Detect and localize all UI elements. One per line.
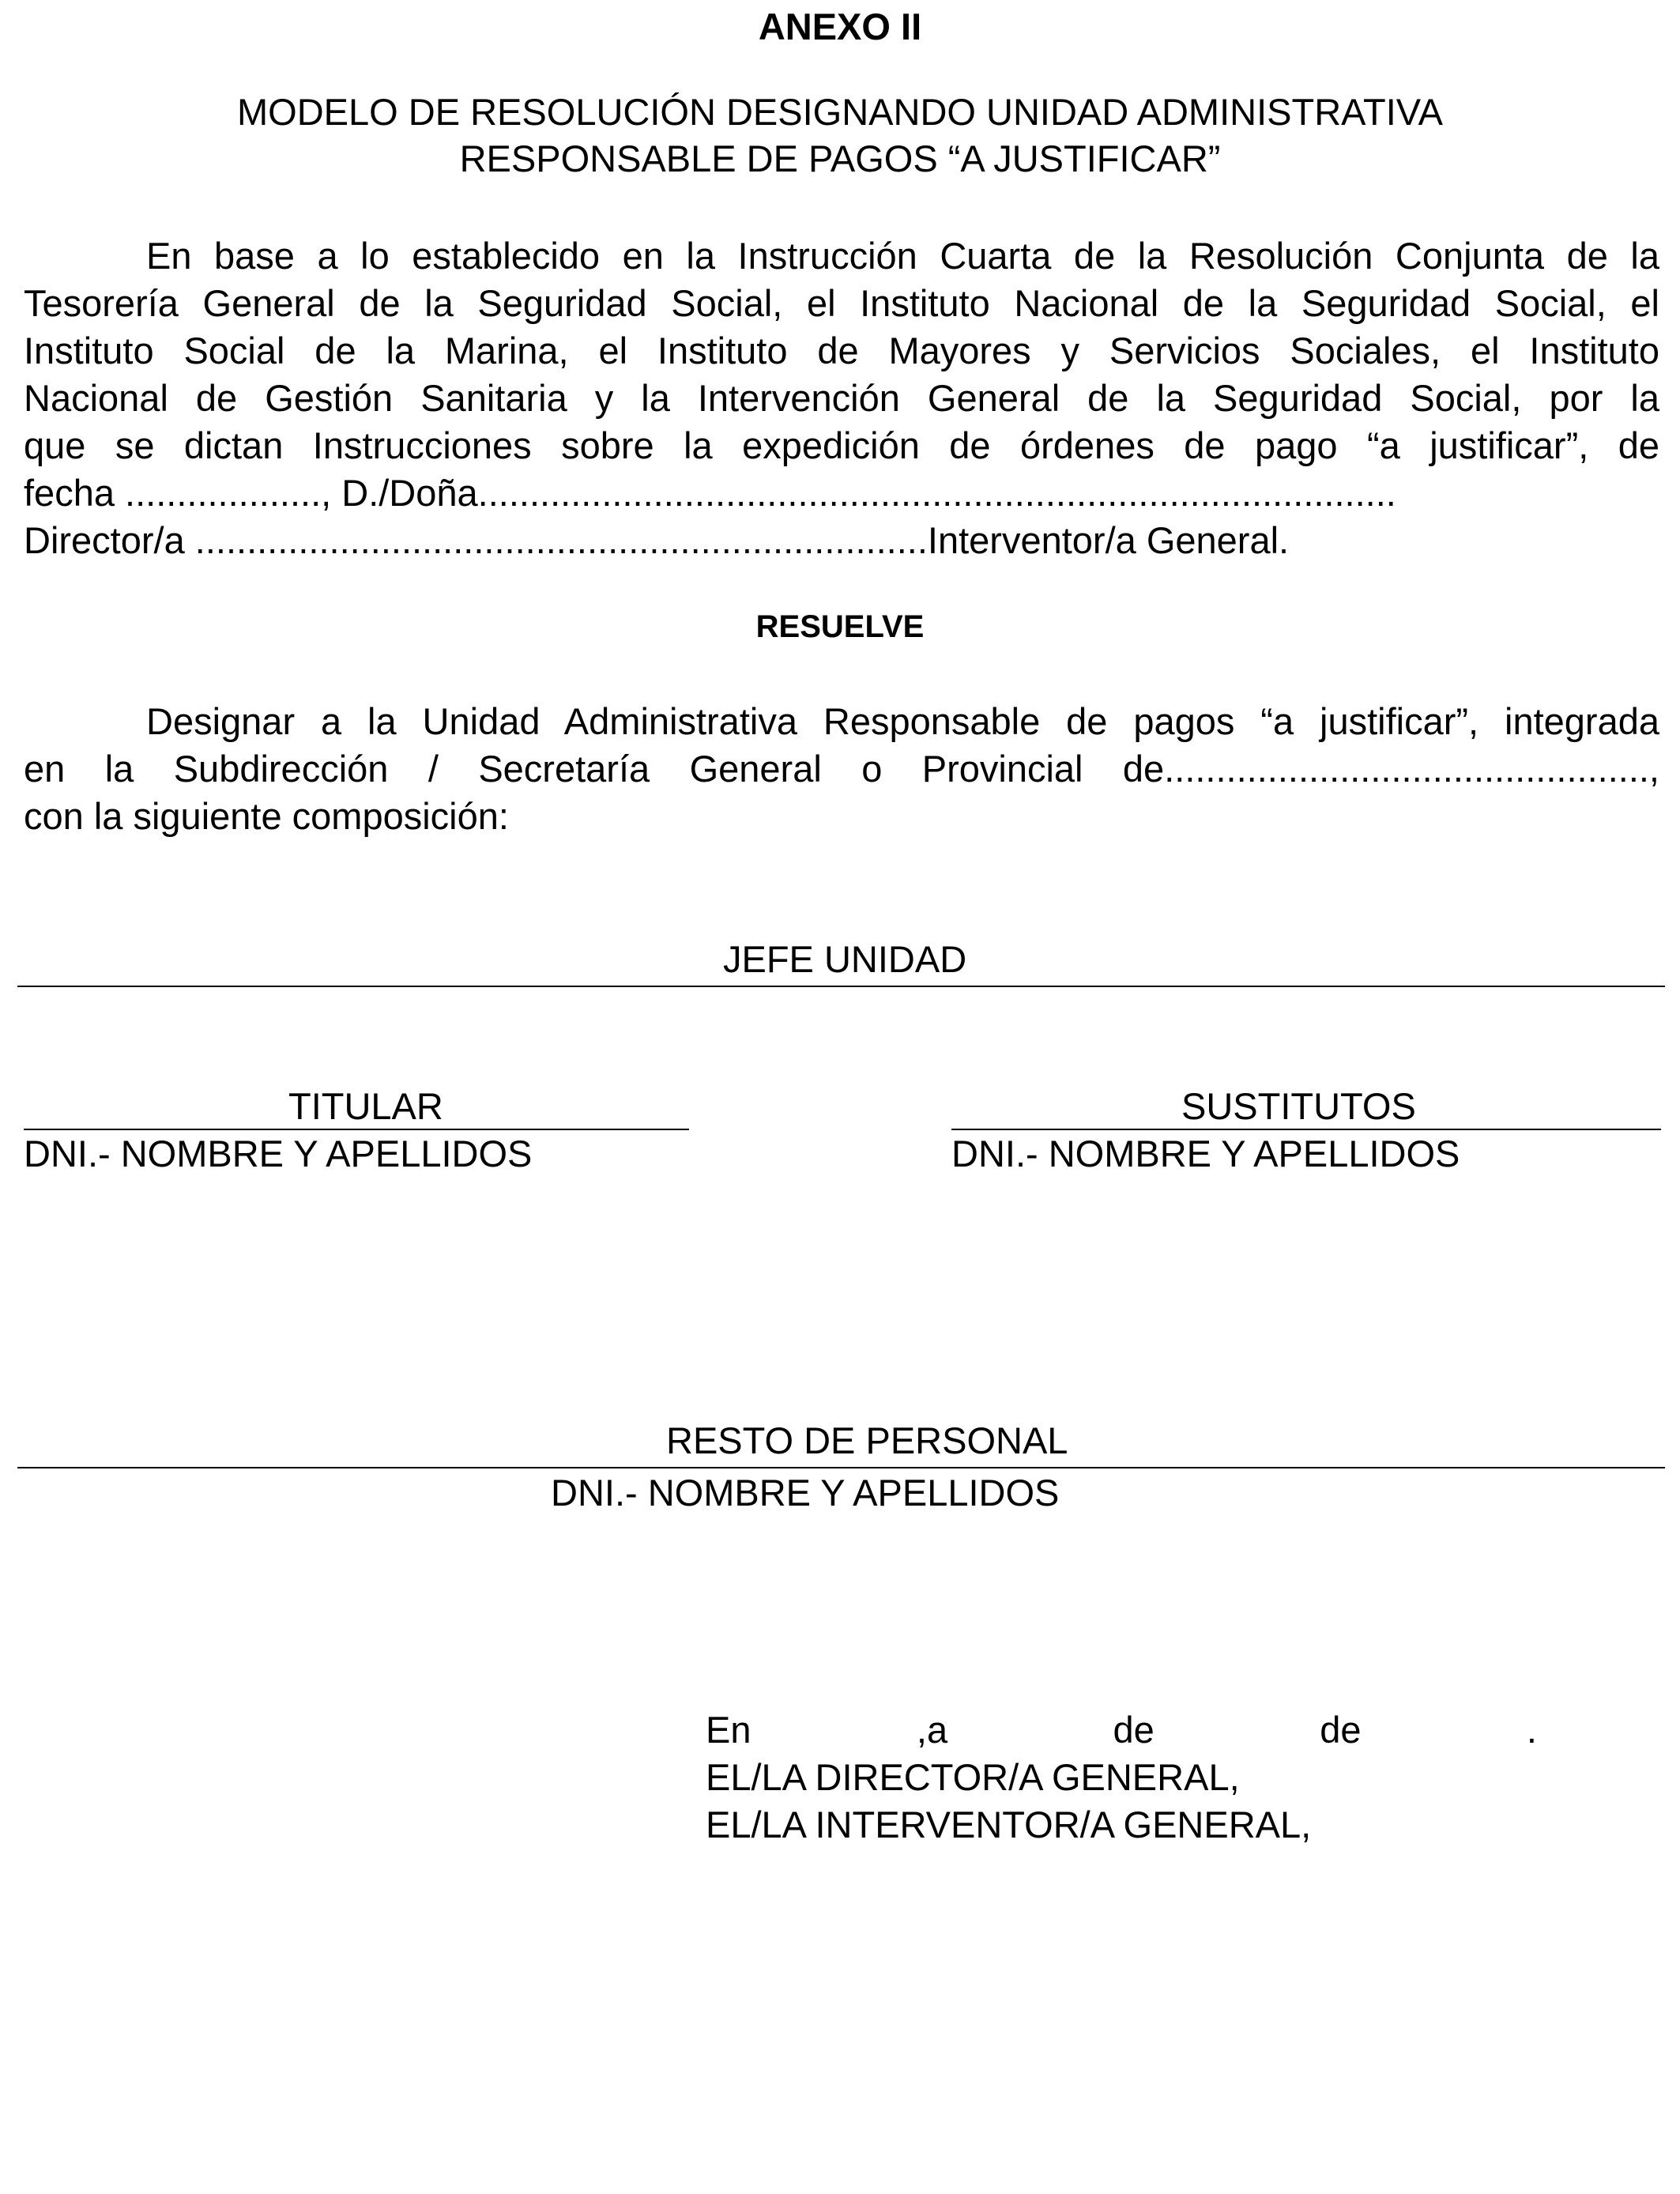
intro-line: Instituto Social de la Marina, el Instituto de Mayores y Servicios Sociales, el Instituto [24, 330, 1659, 371]
titular-dni-nombre: DNI.- NOMBRE Y APELLIDOS [24, 1133, 533, 1174]
subtitle-line-1: MODELO DE RESOLUCIÓN DESIGNANDO UNIDAD ADMINISTRATIVA [237, 91, 1443, 133]
resuelve-heading: RESUELVE [755, 609, 925, 644]
intro-line: fecha ..................., D./Doña......................................................................................... [24, 472, 1396, 514]
resto-personal-dni-nombre: DNI.- NOMBRE Y APELLIDOS [551, 1472, 1060, 1514]
date-part-a: ,a [916, 1709, 948, 1751]
intro-line: que se dictan Instrucciones sobre la expedición de órdenes de pago “a justificar”, de [24, 424, 1659, 466]
designation-line: Designar a la Unidad Administrativa Responsable de pagos “a justificar”, integrada [146, 700, 1659, 742]
date-part-de-2: de [1320, 1709, 1362, 1751]
intro-line: Director/a .......................................................................Interventor/a General. [24, 519, 1290, 561]
intro-line: Tesorería General de la Seguridad Social, el Instituto Nacional de la Seguridad Social, el [24, 282, 1659, 324]
date-part-en: En [706, 1709, 751, 1751]
jefe-unidad-rule [17, 986, 1665, 987]
intro-line: En base a lo establecido en la Instrucción Cuarta de la Resolución Conjunta de la [146, 235, 1659, 277]
signatory-interventor: EL/LA INTERVENTOR/A GENERAL, [706, 1804, 1312, 1845]
date-part-de-1: de [1113, 1709, 1155, 1751]
jefe-unidad-heading: JEFE UNIDAD [723, 938, 967, 980]
date-place-line [706, 1706, 1537, 1754]
resto-personal-rule [17, 1467, 1665, 1468]
designation-line: con la siguiente composición: [24, 795, 509, 837]
designation-line: en la Subdirección / Secretaría General o Provincial de..............................................., [24, 748, 1659, 790]
sustitutos-heading: SUSTITUTOS [1181, 1085, 1416, 1127]
signatory-director: EL/LA DIRECTOR/A GENERAL, [706, 1756, 1240, 1798]
annex-title: ANEXO II [758, 6, 922, 47]
date-part-period: . [1526, 1709, 1537, 1751]
subtitle-line-2: RESPONSABLE DE PAGOS “A JUSTIFICAR” [459, 138, 1221, 179]
intro-line: Nacional de Gestión Sanitaria y la Intervención General de la Seguridad Social, por la [24, 377, 1659, 419]
resto-personal-heading: RESTO DE PERSONAL [666, 1419, 1068, 1461]
titular-heading: TITULAR [288, 1085, 443, 1127]
sustitutos-dni-nombre: DNI.- NOMBRE Y APELLIDOS [951, 1133, 1460, 1174]
